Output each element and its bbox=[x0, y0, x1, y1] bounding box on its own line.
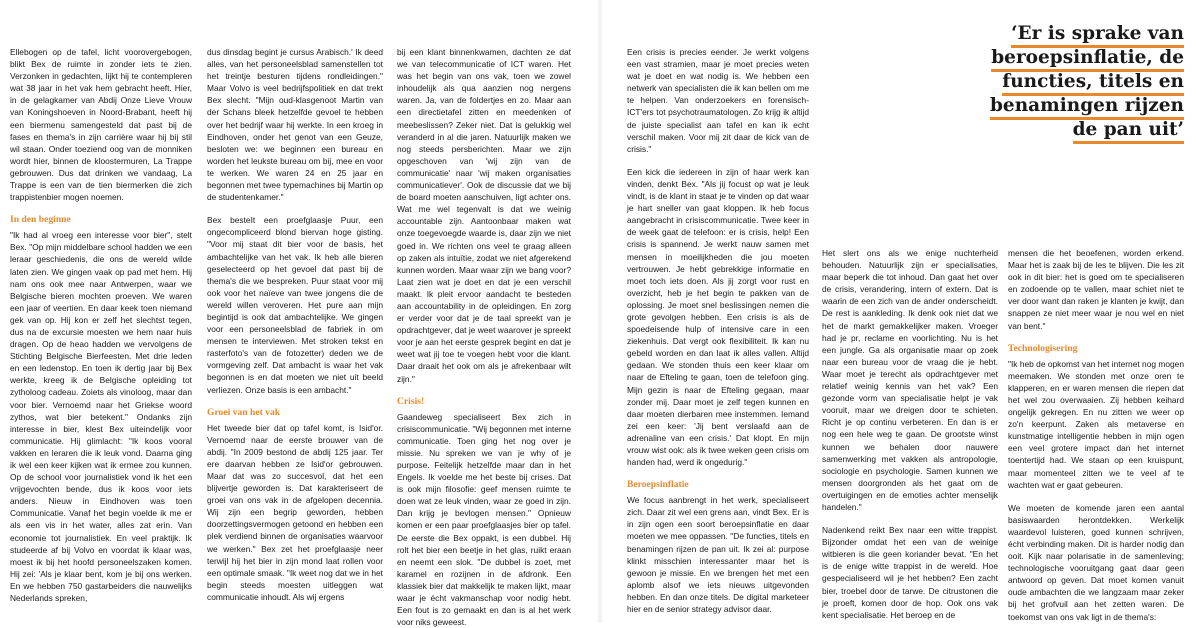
left-column-2 bbox=[207, 46, 383, 616]
body-paragraph: bij een klant binnenkwamen, dachten ze dat we van telecommunicatie of ICT waren. Het was het begin van ons vak, toen we zowel inhoudelijk als qua aanzien nog nergens waren. Ja, van de foldertjes en zo. Maar aan een directietafel zitten en meedenken of meebeslissen? Zeker niet. Dat is gelukkig wel veranderd in al die jaren. Natuurlijk maken we nog steeds persberichten. Maar we zijn opgeschoven van 'wij zijn van de communicatie' naar 'wij maken organisaties communicatiever'. Ook de discussie dat we bij de board moeten aanschuiven, ligt achter ons. Wat me wel tegenvalt is dat we weinig accountable zijn. Aantoonbaar maken wat onze toegevoegde waarde is, daar zijn we niet goed in. We richten ons veel te graag alleen op zaken als intuïtie, zodat we niet afgerekend kunnen worden. Maar waar zijn we bang voor? Laat zien wat je doet en dat je een verschil maakt. Ik pleit ervoor aandacht te besteden aan accountability in de opleidingen. En zorg er verder voor dat je de taal spreekt van je opdrachtgever, dat je weet waarover je spreekt voor je aan het eerste gesprek begint en dat je weet wat jij toe te voegen hebt voor die klant. Daar draait het ook om als je afrekenbaar wilt zijn." bbox=[397, 47, 571, 384]
right-column-2 bbox=[822, 247, 998, 620]
pull-quote-line: ‘Er is sprake van bbox=[1011, 23, 1184, 48]
section-heading: Crisis! bbox=[397, 395, 425, 407]
body-paragraph: Het tweede bier dat op tafel komt, is Isid'or. Vernoemd naar de eerste brouwer van de abdij. "In 2009 bestond de abdij 125 jaar. Ter ere daarvan hebben ze Isid'or gebrouwen. Maar dat was zo succesvol, dat het een blijvertje geworden is. Dat karakteriseert de groei van ons vak in de afgelopen decennia. Wij zijn een begrip geworden, hebben doorzettingsvermogen getoond en hebben een plek verdiend binnen de organisaties waarvoor we werken." Bex zet het proefglaasje neer terwijl hij het bier in zijn mond laat rollen voor een optimale smaak. "Ik weet nog dat we in het begin steeds moesten uitleggen wat communicatie inhoudt. Als wij ergens bbox=[207, 422, 383, 602]
body-paragraph: dus dinsdag begint je cursus Arabisch.' Ik deed alles, van het personeelsblad samenstellen tot het treintje besturen tijdens rondleidingen." Maar Volvo is veel bedrijfspolitiek en dat trekt Bex slecht. "Mijn oud-klasgenoot Martin van der Schans bleek hetzelfde gevoel te hebben over het bedrijf waar hij werkte. In een kroeg in Eindhoven, onder het genot van een Geuze, besloten we: we beginnen een bureau en worden het leukste bureau om bij, mee en voor te werken. We waren 24 en 25 jaar en begonnen met twee typemachines bij Martin op de studentenkamer." bbox=[207, 47, 383, 203]
pull-quote-line: functies, titels en bbox=[1002, 71, 1184, 96]
body-paragraph: "Ik heb de opkomst van het internet nog mogen meemaken. We stonden met onze oren te klapperen, en er waren mensen die riepen dat het wel zou overwaaien. Zij hebben keihard ongelijk gekregen. En nu zitten we weer op zo'n keerpunt. Zaken als metaverse en kunstmatige intelligentie hebben in mijn ogen een veel grotere impact dan het internet toentertijd had. We staan op een kruispunt, maar momenteel zitten we te veel af te wachten wat er gaat gebeuren. bbox=[1008, 358, 1184, 490]
section-heading: Beroepsinflatie bbox=[627, 479, 689, 491]
pull-quote-line: de pan uit’ bbox=[1073, 119, 1184, 144]
page-gutter bbox=[598, 0, 602, 623]
body-paragraph: Bex besteIt een proefglaasje Puur, een ongecompliceerd blond biervan hoge gisting. "Voor mij staat dit bier voor de basis, het ambachtelijke van het vak. Ik heb alle bieren geselecteerd op het gevoel dat past bij de thema's die we bespreken. Puur staat voor mij ook voor het naïeve van twee jongens die de wereld willen veroveren. Het pure aan mijn begintijd is ook dat ambachtelijke. We gingen voor een personeelsblad de fabriek in om mensen te interviewen. Met stroken tekst en rasterfoto's van de fotozetter) deden we de vormgeving zelf. Dat ambacht is waar het vak begonnen is en dat moeten we niet uit beeld verliezen. Onze basis is een ambacht." bbox=[207, 215, 383, 395]
section-heading: Groei van het vak bbox=[207, 406, 281, 418]
section-heading: Technologisering bbox=[1008, 342, 1078, 354]
pull-quote-line: benamingen rijzen bbox=[990, 95, 1184, 120]
left-column-3 bbox=[397, 46, 571, 628]
body-paragraph: Nadenkend reikt Bex naar een witte trappist. Bijzonder omdat het een van de weinige witbieren is die geen koriander bevat. "En het is de enige witte trappist in de wereld. Hoe gespecialiseerd wil je het hebben? Een zacht bier, troebel door de tarwe. De citrustonen die je proeft, komen door de hop. Ook ons vak kent specialisatie. Het beroep en de bbox=[822, 525, 998, 620]
body-paragraph: We moeten de komende jaren een aantal basiswaarden herontdekken. Werkelijk waardevol luisteren, goed kunnen schrijven, écht verbinding maken. Dit is harder nodig dan ooit. Kijk naar polarisatie in de samenleving; technologische vooruitgang gaat daar geen antwoord op geven. Dat moet komen vanuit oude ambachten die we langzaam maar zeker bij het grofvuil aan het zetten waren. De toekomst van ons vak ligt in de thema's: bbox=[1008, 502, 1184, 622]
body-paragraph: We focus aanbrengt in het werk, specialiseert zich. Daar zit wel een grens aan, vindt Bex. Er is in zijn ogen een soort beroepsinflatie en daar moeten we mee oppassen. "De functies, titels en benamingen rijzen de pan uit. Ik zei al: purpose klinkt misschien interessanter maar het is gewoon je missie. En we brengen het met een aplomb alsof we iets nieuws uitgevonden hebben. En dan onze titels. De digital marketeer hier en de senior strategy advisor daar. bbox=[627, 495, 809, 615]
body-paragraph: Gaandeweg specialiseert Bex zich in crisiscommunicatie. "Wij begonnen met interne communicatie. Toen ging het nog over je missie. Nu spreken we van je why of je purpose. Feitelijk hetzelfde maar dan in het Engels. Ik voelde me het beste bij crises. Dat is ook mijn filosofie: geef mensen ruimte te doen wat ze leuk vinden, waar ze goed in zijn. Dan krijg je bevlogen mensen." Opnieuw komen er een paar proefglaasjes bier op tafel. De eerste die Bex oppakt, is een dubbel. Hij rolt het bier een beetje in het glas, ruikt eraan en neemt een slok. "De dubbel is zoet, met karamel en rozijnen in de afdronk. Een klassiek bier dat makkelijk te maken lijkt, maar waar je écht vakmanschap voor nodig hebt. Een fout is zo gemaakt en dan is al het werk voor niks geweest. bbox=[397, 411, 571, 628]
body-paragraph: "Ik had al vroeg een interesse voor bier", stelt Bex. "Op mijn middelbare school hadden we een leraar geschiedenis, die ons de wereld wilde laten zien. We gingen vaak op pad met hem. Hij nam ons ook mee naar Antwerpen, waar we Belgische bieren mochten proeven. We waren een jaar of veertien. En daar keek toen niemand gek van op. Hij kon er zelf het slechtst tegen, dus na de excursie moesten we hem naar huis dragen. Op de heao hadden we vervolgens de Stichting Belgische Bierfeesten. Met drie leden en een ledenstop. En toen ik dertig jaar bij Bex werkte, kreeg ik de Belgische opleiding tot zytholoog cadeau. Zoiets als vinoloog, maar dan voor bier. Vernoemd naar het Griekse woord zythos, wat bier betekent." Ondanks zijn interesse in bier, klest Bex uiteindelijk voor communicatie. Hij glimlacht: "Ik koos vooral vakken en leraren die ik leuk vond. Daarna ging ik wel een keer kijken wat ik ermee zou kunnen. Op de school voor journalistiek vond ik het een vrijgevochten bende, dus ik koos voor iets anders. Nieuw in Eindhoven was toen Communicatie. Vanaf het begin voelde ik me er als een vis in het water, alles zat erin. Van economie tot journalistiek. En veel praktijk. Ik studeerde af bij Volvo en voordat ik klaar was, moest ik bij het hoofd personeelszaken komen. Hij zei: 'Als je klaar bent, kom je bij ons werken. En we hebben 750 gastarbeiders die nauwelijks Nederlands spreken, bbox=[10, 230, 192, 604]
body-paragraph: Ellebogen op de tafel, licht voorovergebogen, blikt Bex de ruimte in zonder iets te zien. Verzonken in gedachten, lijkt hij te contempleren wat 38 jaar in het vak hem gebracht heeft. Hier, in de gelagkamer van Abdij Onze Lieve Vrouw van Koningshoeven in Noord-Brabant, heeft hij een biermenu samengesteld dat past bij de fases en thema's in zijn carrière waar hij bij stil wil staan. Onder toeziend oog van de monniken wordt hier, binnen de kloostermuren, La Trappe gebrouwen. Dus dat drinken we vandaag, La Trappe is een van de tien biermerken die zich trappistenbier mogen noemen. bbox=[10, 47, 192, 203]
pull-quote-line: beroepsinflatie, de bbox=[991, 47, 1184, 72]
body-paragraph: mensen die het beoefenen, worden erkend. Maar het is zaak bij de les te blijven. Die les zit ook in dit bier: het is goed om te specialiseren en zodoende op te vallen, maar schiet niet te ver door want dan raken je klanten je kwijt, dan snappen ze niet meer waar je nou wel en niet van bent." bbox=[1008, 248, 1184, 331]
section-heading: In den beginne bbox=[10, 214, 71, 226]
right-column-1 bbox=[627, 46, 809, 616]
body-paragraph: Een kick die iedereen in zijn of haar werk kan vinden, denkt Bex. "Als jij focust op wat je leuk vindt, is de klant in staat je te vinden op dat waar je hart sneller van gaat kloppen. Ik heb focus aangebracht in crisiscommunicatie. Twee keer in de week gaat de telefoon: er is crisis, help! Een crisis is spannend. Je werkt nauw samen met mensen in moeilijkheden die jou moeten vertrouwen. Je hebt gebrekkige informatie en moet toch iets doen. Als jij zorgt voor rust en overzicht, heb je het begin te pakken van de oplossing. Je moet snel beslissingen nemen die grote gevolgen hebben. Een crisis is als de spoedeisende hulp of intensive care in een ziekenhuis. Dat vergt ook flexibiliteit. Ik kan nu gebeld worden en dan laat ik alles vallen. Altijd gedaan. We stonden thuis een keer klaar om naar de Efteling te gaan, toen de telefoon ging. Mijn gezin is naar de Efteling gegaan, maar zonder mij. Daar moet je zelf tegen kunnen en daar moeten dierbaren mee instemmen. Iemand zei een keer: 'Jij bent verslaafd aan de adrenaline van een crisis.' Dat klopt. En mijn vrouw wist ook: als ik twee weken geen crisis om handen had, werd ik ongedurig." bbox=[627, 166, 809, 468]
body-paragraph: Het slert ons als we enige nuchterheid behouden. Natuurlijk zijn er specialisaties, maar beperk die tot inhoud. Dan gaat het over de crisis, verandering, intern of extern. Dat is waarin de een zich van de ander onderscheidt. De rest is aankleding. Ik denk ook niet dat we het de markt gemakkelijker maken. Vroeger had je pr, reclame en voorlichting. Nu is het een jungle. Ga als organisatie maar op zoek naar een bureau voor de vraag die je hebt. Waar moet je terecht als opdrachtgever met relatief weinig kennis van het vak? Een gezonde vorm van specialisatie helpt je vak vooruit, maar we dreigen door te schieten. Richt je op continu verbeteren. En dan is er nog een hele weg te gaan. De grootste winst kunnen we behalen door nauwere samenwerking met vakken als antropologie, sociologie en psychologie. Samen kunnen we mensen doorgronden als het gaat om de overtuigingen en de emoties achter menselijk handelen." bbox=[822, 248, 998, 512]
right-column-3 bbox=[1008, 247, 1184, 622]
body-paragraph: Een crisis is precies eender. Je werkt volgens een vast stramien, maar je moet precies weten wat je doet en wat nodig is. We hebben een netwerk van specialisten die ik kan bellen om me te helpen. Van onderzoekers en forensisch-ICT'ers tot psychotraumatologen. Zo krijg ik altijd de juiste specialist aan tafel en kan ik echt verschil maken. Voor mij zit daar de kick van de crisis." bbox=[627, 47, 809, 154]
left-column-1 bbox=[10, 46, 192, 616]
pull-quote bbox=[960, 22, 1184, 142]
